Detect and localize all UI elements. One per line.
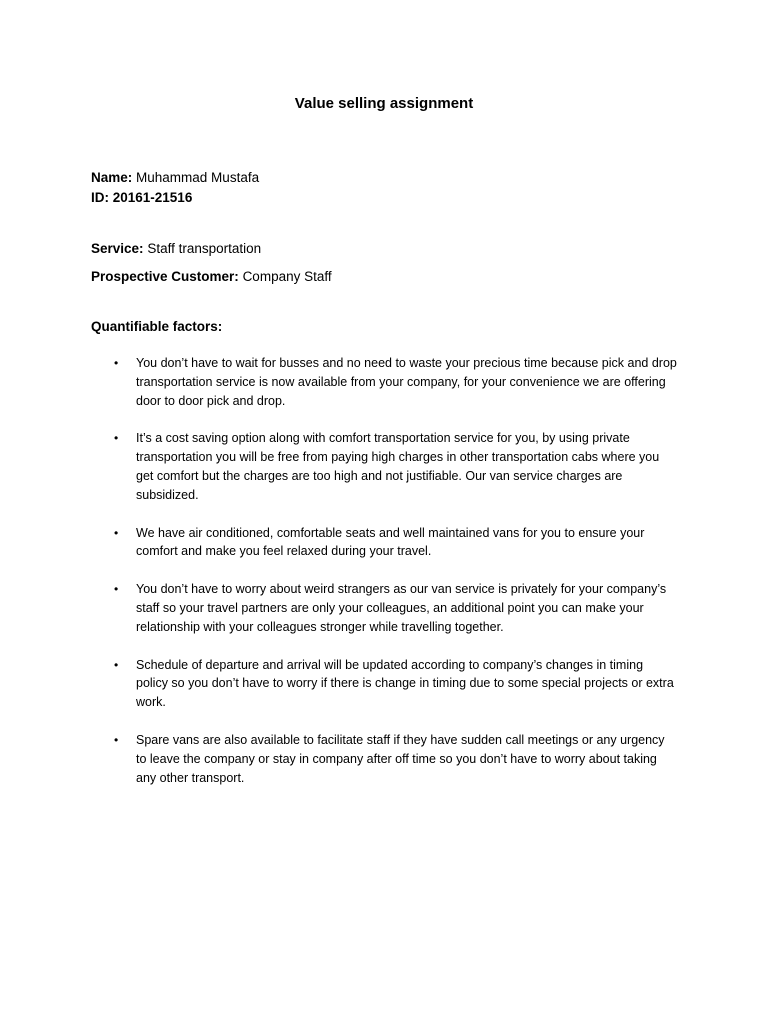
bullet-icon: • [114,431,119,446]
list-item [0,429,768,504]
factor-text: We have air conditioned, comfortable seats and well maintained vans for you to ensure your comfort and make you feel relaxed during your travel. [136,525,645,559]
document-title: Value selling assignment [294,95,474,112]
id-field: ID: 20161-21516 [91,190,193,205]
service-field [91,241,261,256]
customer-value: Company Staff [242,269,332,284]
bullet-icon: • [114,582,119,597]
bullet-icon: • [114,732,119,747]
factor-text: It’s a cost saving option along with comfort transportation service for you, by using private transportation you will be free from paying high charges in other transportation cabs where you get comfort but the charges are too high and not justifiable. Our van service charges are subsidized. [136,431,660,502]
list-item [0,580,768,636]
factors-list [0,354,768,806]
list-item [0,731,768,787]
factor-text: You don’t have to wait for busses and no need to waste your precious time because pick and drop transportation service is now available from your company, for your convenience we are offering door to door pick and drop. [136,356,677,408]
bullet-icon: • [114,356,119,370]
bullet-icon: • [114,657,119,672]
customer-field [91,269,332,284]
list-item [0,524,768,562]
name-label: Name: [91,170,133,185]
service-label: Service: [91,241,144,256]
factors-heading: Quantifiable factors: [91,319,223,334]
service-value: Staff transportation [147,241,262,256]
factor-text: Schedule of departure and arrival will be updated according to company’s changes in timing policy so you don’t have to worry if there is change in timing due to some special projects or extra work. [136,657,674,710]
bullet-icon: • [114,525,119,540]
list-item [0,354,768,410]
factor-text: You don’t have to worry about weird strangers as our van service is privately for your company’s staff so your travel partners are only your colleagues, an additional point you can make your relationship with your colleagues stronger while travelling together. [136,582,667,634]
name-value: Muhammad Mustafa [136,170,260,185]
factor-text: Spare vans are also available to facilitate staff if they have sudden call meetings or any urgency to leave the company or stay in company after off time so you don’t have to worry about taking any other transport. [136,732,665,785]
list-item [0,656,768,712]
name-field [91,170,259,185]
customer-label: Prospective Customer: [91,269,239,284]
